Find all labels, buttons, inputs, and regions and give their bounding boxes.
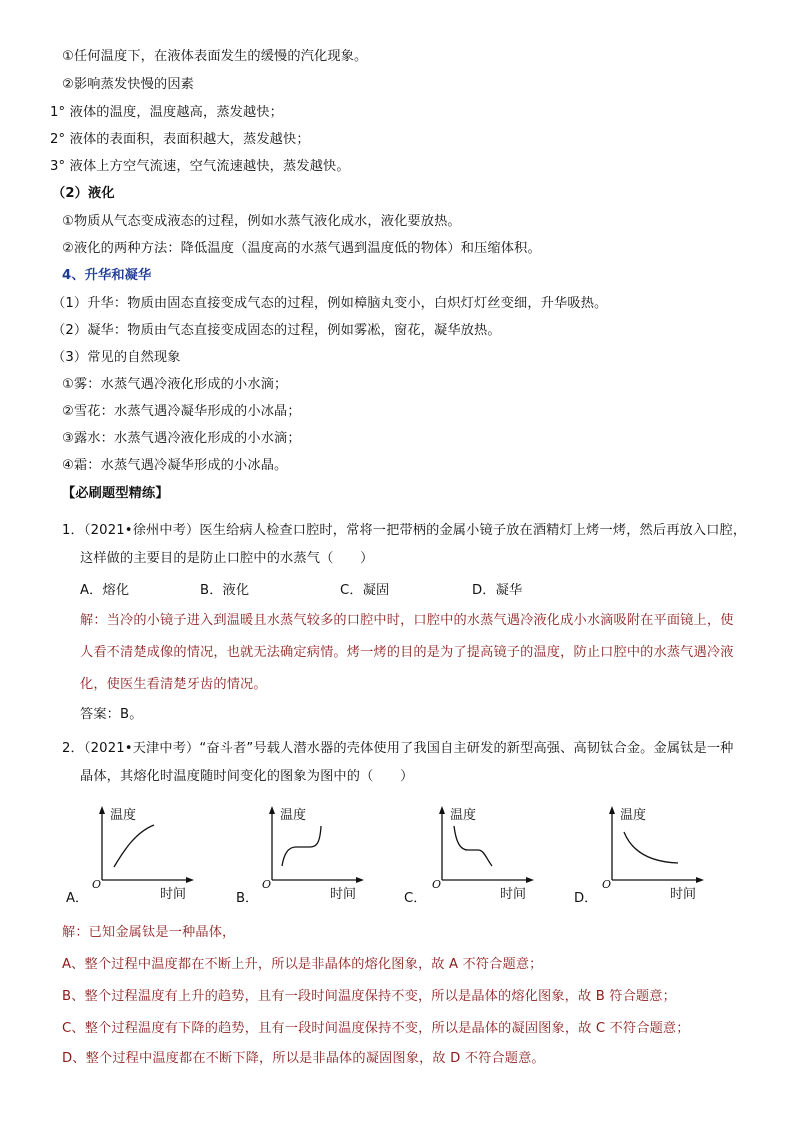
evaporation-factor-2: 2° 液体的表面积，表面积越大，蒸发越快； — [50, 132, 310, 147]
y-axis-label: 温度 — [620, 808, 647, 823]
q2-solution-intro: 解：已知金属钛是一种晶体， — [62, 925, 236, 940]
x-axis-arrow — [526, 877, 534, 883]
x-axis-label: 时间 — [160, 887, 187, 902]
phenomenon-snow: ②雪花：水蒸气遇冷凝华形成的小冰晶； — [62, 404, 301, 419]
phenomenon-frost: ④霜：水蒸气遇冷凝华形成的小冰晶。 — [62, 458, 288, 473]
evaporation-factor-1: 1° 液体的温度，温度越高，蒸发越快； — [50, 105, 284, 120]
x-axis-label: 时间 — [330, 887, 357, 902]
y-axis-arrow — [439, 806, 445, 814]
origin-label: O — [262, 878, 272, 891]
q2-graph-b — [258, 802, 378, 902]
q1-option-d: D．凝华 — [472, 583, 523, 598]
q1-stem-line-1: 1．（2021•徐州中考）医生给病人检查口腔时，常将一把带柄的金属小镜子放在酒精灯上烤一烤，然后再放入口腔， — [62, 523, 747, 538]
y-axis-arrow — [269, 806, 275, 814]
q2-solution-a: A、整个过程中温度都在不断上升，所以是非晶体的熔化图象，故 A 不符合题意； — [62, 957, 543, 972]
desublimation-definition: （2）凝华：物质由气态直接变成固态的过程，例如雾凇，窗花，凝华放热。 — [52, 323, 501, 338]
q1-option-a: A．熔化 — [80, 583, 130, 598]
q2-stem-line-1: 2．（2021•天津中考）“奋斗者”号载人潜水器的壳体使用了我国自主研发的新型高强、高韧钛合金。金属钛是一种 — [62, 741, 734, 756]
q2-graph-a — [88, 802, 208, 902]
phenomenon-dew: ③露水：水蒸气遇冷液化形成的小水滴； — [62, 431, 301, 446]
liquefaction-definition: ①物质从气态变成液态的过程，例如水蒸气液化成水，液化要放热。 — [62, 214, 461, 229]
q2-graph-c-letter: C． — [404, 891, 427, 906]
x-axis-arrow — [356, 877, 364, 883]
liquefaction-methods: ②液化的两种方法：降低温度（温度高的水蒸气遇到温度低的物体）和压缩体积。 — [62, 241, 541, 256]
y-axis-label: 温度 — [450, 808, 477, 823]
q2-stem-line-2: 晶体，其熔化时温度随时间变化的图象为图中的（ ） — [80, 769, 414, 784]
sublimation-definition: （1）升华：物质由固态直接变成气态的过程，例如樟脑丸变小，白炽灯灯丝变细，升华吸热。 — [52, 296, 608, 311]
curve-rising — [114, 825, 154, 867]
evaporation-factor-3: 3° 液体上方空气流速，空气流速越快，蒸发越快。 — [50, 159, 350, 174]
phenomenon-fog: ①雾：水蒸气遇冷液化形成的小水滴； — [62, 377, 288, 392]
origin-label: O — [602, 878, 612, 891]
origin-label: O — [432, 878, 442, 891]
evaporation-definition: ①任何温度下，在液体表面发生的缓慢的汽化现象。 — [62, 49, 368, 64]
q1-solution-line-1: 解：当冷的小镜子进入到温暖且水蒸气较多的口腔中时，口腔中的水蒸气遇冷液化成小水滴吸附在平面镜上，使 — [80, 613, 734, 628]
evaporation-factors-title: ②影响蒸发快慢的因素 — [62, 77, 195, 92]
y-axis-label: 温度 — [110, 808, 137, 823]
curve-crystal-melting — [282, 826, 321, 866]
q2-graph-c — [428, 802, 548, 902]
q1-option-c: C．凝固 — [340, 583, 390, 598]
q2-graph-a-svg — [88, 802, 208, 902]
origin-label: O — [92, 878, 102, 891]
curve-crystal-solidifying — [454, 826, 492, 866]
q1-answer: 答案：B。 — [80, 707, 143, 722]
q2-graph-b-letter: B． — [236, 891, 259, 906]
liquefaction-title: （2）液化 — [52, 186, 115, 201]
q2-graph-c-svg — [428, 802, 548, 902]
q2-graph-a-letter: A． — [66, 891, 89, 906]
q2-solution-c: C、整个过程温度有下降的趋势，且有一段时间温度保持不变，所以是晶体的凝固图象，故 C 不符合题意； — [62, 1021, 690, 1036]
q2-solution-b: B、整个过程温度有上升的趋势，且有一段时间温度保持不变，所以是晶体的熔化图象，故 B 符合题意； — [62, 989, 676, 1004]
q2-graph-b-svg — [258, 802, 378, 902]
practice-heading: 【必刷题型精练】 — [62, 486, 169, 501]
curve-falling — [624, 832, 678, 863]
y-axis-label: 温度 — [280, 808, 307, 823]
sublimation-heading: 4、升华和凝华 — [62, 268, 152, 283]
q2-graph-d — [598, 802, 718, 902]
q2-graph-d-svg — [598, 802, 718, 902]
x-axis-arrow — [696, 877, 704, 883]
q1-solution-line-2: 人看不清楚成像的情况，也就无法确定病情。烤一烤的目的是为了提高镜子的温度，防止口腔中的水蒸气遇冷液 — [80, 645, 734, 660]
q2-graph-d-letter: D． — [574, 891, 598, 906]
x-axis-label: 时间 — [670, 887, 697, 902]
q2-solution-d: D、整个过程中温度都在不断下降，所以是非晶体的凝固图象，故 D 不符合题意。 — [62, 1051, 545, 1066]
y-axis-arrow — [609, 806, 615, 814]
natural-phenomena-title: （3）常见的自然现象 — [52, 350, 181, 365]
q1-stem-line-2: 这样做的主要目的是防止口腔中的水蒸气（ ） — [80, 551, 374, 566]
x-axis-label: 时间 — [500, 887, 527, 902]
x-axis-arrow — [186, 877, 194, 883]
q1-solution-line-3: 化，使医生看清楚牙齿的情况。 — [80, 677, 267, 692]
y-axis-arrow — [99, 806, 105, 814]
q1-option-b: B．液化 — [200, 583, 250, 598]
